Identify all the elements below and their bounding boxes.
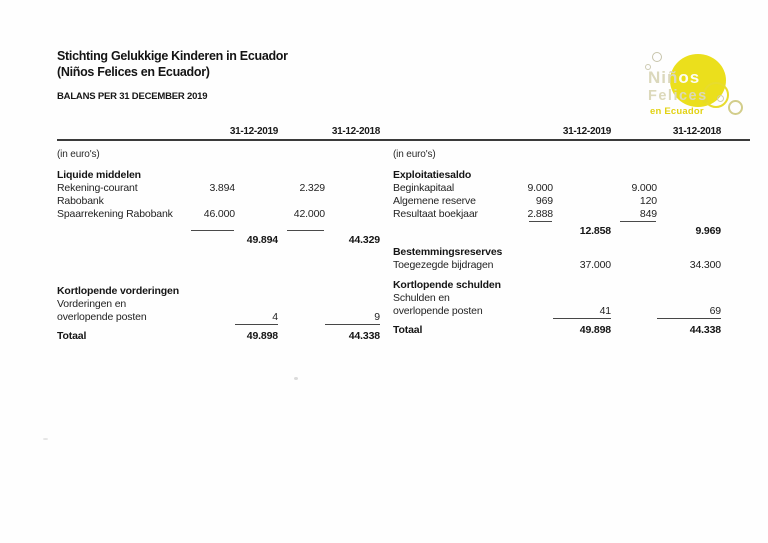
assets-column-header-2019: 31-12-2019 <box>229 126 278 137</box>
row-label: Vorderingen en <box>57 298 127 310</box>
logo-word-part: os <box>678 68 701 87</box>
table-row <box>393 259 724 272</box>
value-2019: 969 <box>535 195 553 207</box>
value-2018: 69 <box>657 305 721 319</box>
section-title-row <box>57 169 380 182</box>
section-title: Kortlopende schulden <box>393 279 501 291</box>
logo-bubble-icon <box>717 95 724 102</box>
liabilities-column-header-2019: 31-12-2019 <box>562 126 611 137</box>
value-2018: 849 <box>639 208 657 220</box>
scan-speck <box>294 377 298 380</box>
scan-speck <box>43 438 48 440</box>
table-row <box>57 182 380 208</box>
header-divider-rule <box>57 139 750 141</box>
unit-note: (in euro's) <box>393 149 436 160</box>
logo-word-en-ecuador: en Ecuador <box>650 106 704 117</box>
total-2019: 49.898 <box>246 330 278 342</box>
row-label: overlopende posten <box>393 305 483 317</box>
row-label: Spaarrekening Rabobank <box>57 208 173 220</box>
row-label: Schulden en <box>393 292 450 304</box>
value-2018: 2.329 <box>299 182 325 194</box>
row-label: Toegezegde bijdragen <box>393 259 494 271</box>
section-title: Bestemmingsreserves <box>393 246 503 258</box>
row-label: Algemene reserve <box>393 195 476 207</box>
section-title: Kortlopende vorderingen <box>57 285 179 297</box>
row-label: Resultaat boekjaar <box>393 208 478 220</box>
value-2019: 46.000 <box>203 208 235 220</box>
table-row <box>57 208 380 221</box>
assets-column-header-2018: 31-12-2018 <box>331 126 380 137</box>
row-label: overlopende posten <box>57 311 147 323</box>
value-2018: 9 <box>325 311 380 325</box>
ninos-felices-logo <box>640 42 758 127</box>
section-title: Liquide middelen <box>57 169 141 181</box>
section-title-row <box>393 169 724 182</box>
report-title: BALANS PER 31 DECEMBER 2019 <box>57 91 208 102</box>
table-row <box>393 195 724 208</box>
subtotal-row <box>57 234 380 247</box>
unit-note: (in euro's) <box>57 149 100 160</box>
liabilities-column-header-2018: 31-12-2018 <box>672 126 721 137</box>
total-2019: 49.898 <box>579 324 611 336</box>
row-label: Beginkapitaal <box>393 182 455 194</box>
total-2018: 44.338 <box>348 330 380 342</box>
liabilities-table <box>393 145 724 337</box>
organization-title <box>57 48 288 80</box>
subtotal-2019: 49.894 <box>246 234 278 246</box>
table-row <box>393 148 724 161</box>
subtotal-row <box>393 225 724 238</box>
value-2019: 37.000 <box>579 259 611 271</box>
value-2018: 120 <box>639 195 657 207</box>
section-title: Exploitatiesaldo <box>393 169 472 181</box>
table-row <box>393 182 724 195</box>
value-2019: 2.888 <box>527 208 553 220</box>
section-title-row <box>393 279 724 292</box>
logo-word-ninos <box>648 69 700 87</box>
scan-speck <box>591 331 594 333</box>
total-label: Totaal <box>57 330 87 342</box>
total-row <box>393 324 724 337</box>
value-2019: 41 <box>553 305 611 319</box>
table-row <box>393 208 724 221</box>
logo-bubble-icon <box>652 52 662 62</box>
table-row <box>393 305 724 319</box>
org-title-line1: Stichting Gelukkige Kinderen in Ecuador <box>57 49 288 63</box>
logo-word-felices: Felices <box>648 88 708 104</box>
section-title-row <box>57 285 380 298</box>
value-2018: 34.300 <box>689 259 721 271</box>
total-row <box>57 330 380 343</box>
table-row <box>57 311 380 325</box>
value-2019: 9.000 <box>527 182 553 194</box>
value-2018: 42.000 <box>293 208 325 220</box>
table-row <box>57 298 380 311</box>
subtotal-2018: 44.329 <box>348 234 380 246</box>
value-2018: 9.000 <box>631 182 657 194</box>
subtotal-2019: 12.858 <box>579 225 611 237</box>
value-2019: 4 <box>235 311 278 325</box>
assets-table <box>57 145 380 343</box>
row-label: Rekening-courant Rabobank <box>57 182 138 207</box>
logo-word-part: Niñ <box>648 68 679 87</box>
section-title-row <box>393 246 724 259</box>
org-title-line2: (Niños Felices en Ecuador) <box>57 65 210 79</box>
subtotal-2018: 9.969 <box>695 225 721 237</box>
table-row <box>57 148 380 161</box>
table-row <box>393 292 724 305</box>
logo-bubble-icon <box>728 100 743 115</box>
total-2018: 44.338 <box>689 324 721 336</box>
total-label: Totaal <box>393 324 423 336</box>
value-2019: 3.894 <box>209 182 235 194</box>
